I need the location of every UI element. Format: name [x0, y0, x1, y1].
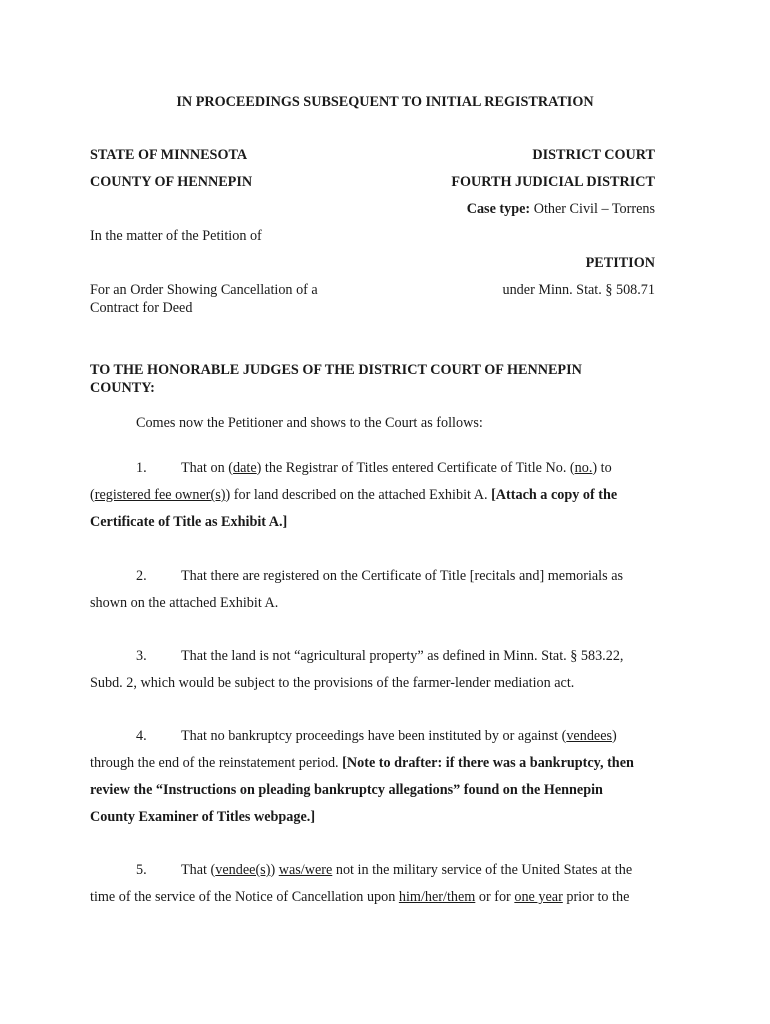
para-2-line-2: shown on the attached Exhibit A.: [90, 595, 279, 611]
para-1-number: 1.: [136, 460, 147, 476]
para-4-line-4: County Examiner of Titles webpage.]: [90, 809, 316, 825]
title-number-placeholder: no.: [574, 460, 593, 476]
para-2-number: 2.: [136, 568, 147, 584]
para-3-line-1: That the land is not “agricultural property” as defined in Minn. Stat. § 583.22,: [181, 648, 624, 664]
order-line-1: For an Order Showing Cancellation of a: [90, 282, 318, 298]
drafter-note: [Note to drafter: if there was a bankruptcy, then: [342, 755, 634, 771]
intro-text: Comes now the Petitioner and shows to the Court as follows:: [136, 415, 483, 431]
para-3-line-2: Subd. 2, which would be subject to the provisions of the farmer-lender mediation act.: [90, 675, 575, 691]
para-1-line-1: That on (date) the Registrar of Titles entered Certificate of Title No. (no.) to: [181, 460, 612, 476]
period-placeholder: one year: [514, 889, 563, 905]
para-5-number: 5.: [136, 862, 147, 878]
was-were-placeholder: was/were: [278, 862, 333, 878]
drafter-note: [Attach a copy of the: [491, 487, 618, 503]
statute-reference: under Minn. Stat. § 508.71: [502, 282, 655, 298]
para-4-number: 4.: [136, 728, 147, 744]
para-5-line-2: time of the service of the Notice of Cancellation upon him/her/them or for one year prior to the: [90, 889, 630, 905]
document-heading: IN PROCEEDINGS SUBSEQUENT TO INITIAL REGISTRATION: [176, 94, 594, 110]
caption-state: STATE OF MINNESOTA: [90, 147, 248, 163]
caption-court: DISTRICT COURT: [532, 147, 655, 163]
case-type-value: Other Civil – Torrens: [533, 201, 655, 217]
owner-placeholder: registered fee owner(s): [94, 487, 226, 503]
matter-line: In the matter of the Petition of: [90, 228, 262, 244]
para-1-line-2: (registered fee owner(s)) for land described on the attached Exhibit A. [Attach a copy of the: [90, 487, 618, 503]
caption-district: FOURTH JUDICIAL DISTRICT: [451, 174, 655, 190]
para-4-line-3: review the “Instructions on pleading bankruptcy allegations” found on the Hennepin: [90, 782, 603, 798]
para-2-line-1: That there are registered on the Certificate of Title [recitals and] memorials as: [181, 568, 624, 584]
vendees-placeholder: vendees: [566, 728, 613, 744]
para-4-line-2: through the end of the reinstatement period. [Note to drafter: if there was a bankruptcy, then: [90, 755, 634, 771]
para-5-line-1: That (vendee(s)) was/were not in the military service of the United States at the: [181, 862, 633, 878]
document-type: PETITION: [585, 255, 655, 271]
para-4-line-1: That no bankruptcy proceedings have been instituted by or against (vendees): [181, 728, 617, 744]
para-1-line-3: Certificate of Title as Exhibit A.]: [90, 514, 288, 530]
caption-county: COUNTY OF HENNEPIN: [90, 174, 253, 190]
pronoun-placeholder: him/her/them: [398, 889, 476, 905]
address-line-2: COUNTY:: [90, 380, 155, 396]
para-3-number: 3.: [136, 648, 147, 664]
vendees-placeholder: vendee(s): [215, 862, 271, 878]
address-line-1: TO THE HONORABLE JUDGES OF THE DISTRICT COURT OF HENNEPIN: [90, 362, 582, 378]
caption-case-type: [467, 201, 655, 218]
order-line-2: Contract for Deed: [90, 300, 193, 316]
date-placeholder: date: [233, 460, 257, 476]
case-type-label: Case type:: [466, 201, 531, 217]
